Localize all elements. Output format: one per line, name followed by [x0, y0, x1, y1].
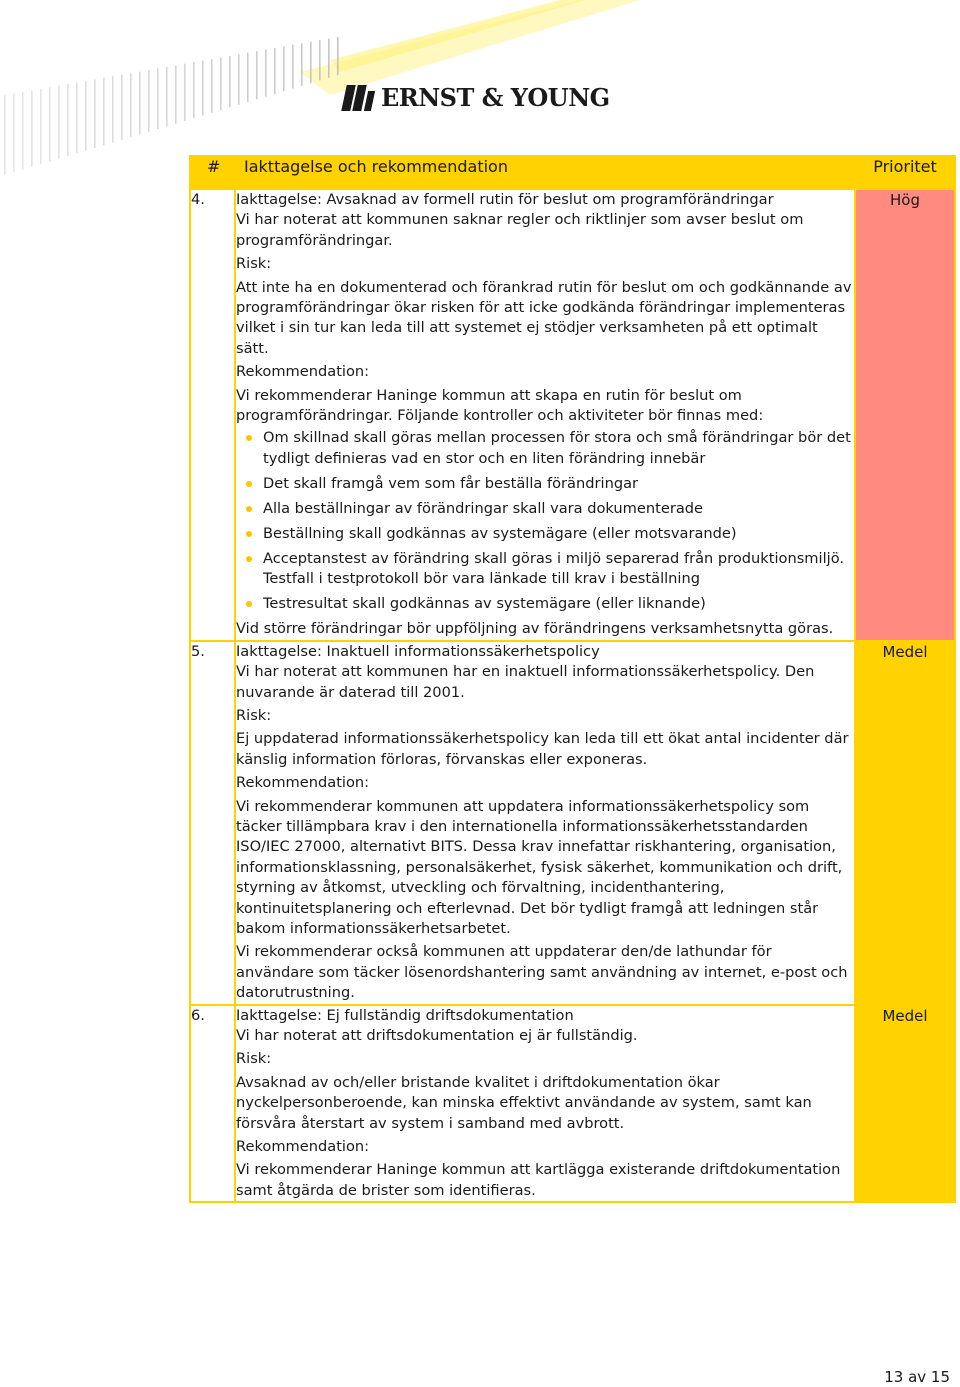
- priority-badge: Medel: [855, 641, 955, 1005]
- recommendation-text-2: Vi rekommenderar också kommunen att uppdaterar den/de lathundar för användare som täcker lösenordshantering samt användning av internet, e-post och datorutrustning.: [236, 943, 848, 1002]
- header-text: Iakttagelse och rekommendation: [235, 156, 855, 189]
- risk-text: Att inte ha en dokumenterad och förankrad rutin för beslut om och godkännande av programförändringar ökar risken för att icke godkända förändringar implementeras vilket i sin tur kan leda till att systemet ej stödjer verksamheten på ett optimalt sätt.: [236, 278, 852, 357]
- risk-label: Risk:: [236, 706, 272, 724]
- list-item: Testresultat skall godkännas av systemägare (eller liknande): [236, 594, 854, 614]
- list-item: Om skillnad skall göras mellan processen för stora och små förändringar bör det tydligt definieras vad en stor och en liten förändring innebär: [236, 428, 854, 469]
- finding-observation: Vi har noterat att driftsdokumentation ej är fullständig.: [236, 1027, 638, 1044]
- risk-text: Avsaknad av och/eller bristande kvalitet i driftdokumentation ökar nyckelpersonberoende, kan minska effektivt användande av system, samt kan försvåra återstart av system i samband med avbrott.: [236, 1073, 812, 1132]
- row-number: 5.: [190, 641, 235, 1005]
- finding-observation: Vi har noterat att kommunen har en inaktuell informationssäkerhetspolicy. Den nuvarande är daterad till 2001.: [236, 663, 815, 701]
- header-num: #: [190, 156, 235, 189]
- recommendation-text: Vi rekommenderar Haninge kommun att kartlägga existerande driftdokumentation samt åtgärda de brister som identifieras.: [236, 1161, 841, 1199]
- recommendation-label: Rekommendation:: [236, 774, 370, 792]
- risk-text: Ej uppdaterad informationssäkerhetspolicy kan leda till ett ökat antal incidenter där känslig information förloras, förvanskas eller exponeras.: [236, 730, 849, 768]
- priority-badge: Medel: [855, 1005, 955, 1203]
- recommendation-label: Rekommendation:: [236, 363, 370, 381]
- risk-label: Risk:: [236, 1050, 272, 1068]
- page-number: 13 av 15: [884, 1368, 950, 1386]
- row-content: [235, 189, 855, 641]
- list-item: Acceptanstest av förändring skall göras i miljö separerad från produktionsmiljö. Testfall i testprotokoll bör vara länkade till krav i beställning: [236, 549, 854, 590]
- row-content: [235, 1005, 855, 1203]
- list-item: Beställning skall godkännas av systemägare (eller motsvarande): [236, 524, 854, 544]
- finding-title: Iakttagelse: Inaktuell informationssäkerhetspolicy: [236, 642, 600, 660]
- row-content: [235, 641, 855, 1005]
- findings-table: [189, 155, 956, 1203]
- logo-text: ERNST & YOUNG: [381, 82, 610, 112]
- priority-badge: Hög: [855, 189, 955, 641]
- company-logo: [344, 83, 610, 113]
- finding-title: Iakttagelse: Ej fullständig driftsdokumentation: [236, 1006, 574, 1024]
- closing-text: Vid större förändringar bör uppföljning av förändringens verksamhetsnytta göras.: [236, 620, 834, 638]
- table-row: [190, 1005, 955, 1203]
- finding-title: Iakttagelse: Avsaknad av formell rutin för beslut om programförändringar: [236, 191, 774, 208]
- recommendation-text: Vi rekommenderar Haninge kommun att skapa en rutin för beslut om programförändringar. Följande kontroller och aktiviteter bör finnas med:: [236, 386, 764, 425]
- table-row: [190, 641, 955, 1005]
- risk-label: Risk:: [236, 255, 272, 273]
- recommendation-text: Vi rekommenderar kommunen att uppdatera informationssäkerhetspolicy som täcker tillämpbara krav i den internationella informationssäkerhetsstandarden ISO/IEC 27000, alternativt BITS. Dessa krav innefattar riskhantering, organisation, informationsklassning, personalsäkerhet, fysisk säkerhet, kommunikation och drift, styrning av åtkomst, utveckling och förvaltning, incidenthantering, kontinuitetsplanering och efterlevnad. Det bör tydligt framgå att ledningen står bakom informationssäkerhetsarbetet.: [236, 797, 843, 937]
- recommendation-list: [236, 428, 854, 614]
- finding-observation: Vi har noterat att kommunen saknar regler och riktlinjer som avser beslut om programförändringar.: [236, 211, 804, 249]
- list-item: Det skall framgå vem som får beställa förändringar: [236, 474, 854, 494]
- table-row: [190, 189, 955, 641]
- table-header-row: [190, 156, 955, 189]
- row-number: 4.: [190, 189, 235, 641]
- recommendation-label: Rekommendation:: [236, 1138, 370, 1156]
- header-priority: Prioritet: [855, 156, 955, 189]
- row-number: 6.: [190, 1005, 235, 1203]
- list-item: Alla beställningar av förändringar skall vara dokumenterade: [236, 499, 854, 519]
- logo-mark-icon: [344, 85, 373, 111]
